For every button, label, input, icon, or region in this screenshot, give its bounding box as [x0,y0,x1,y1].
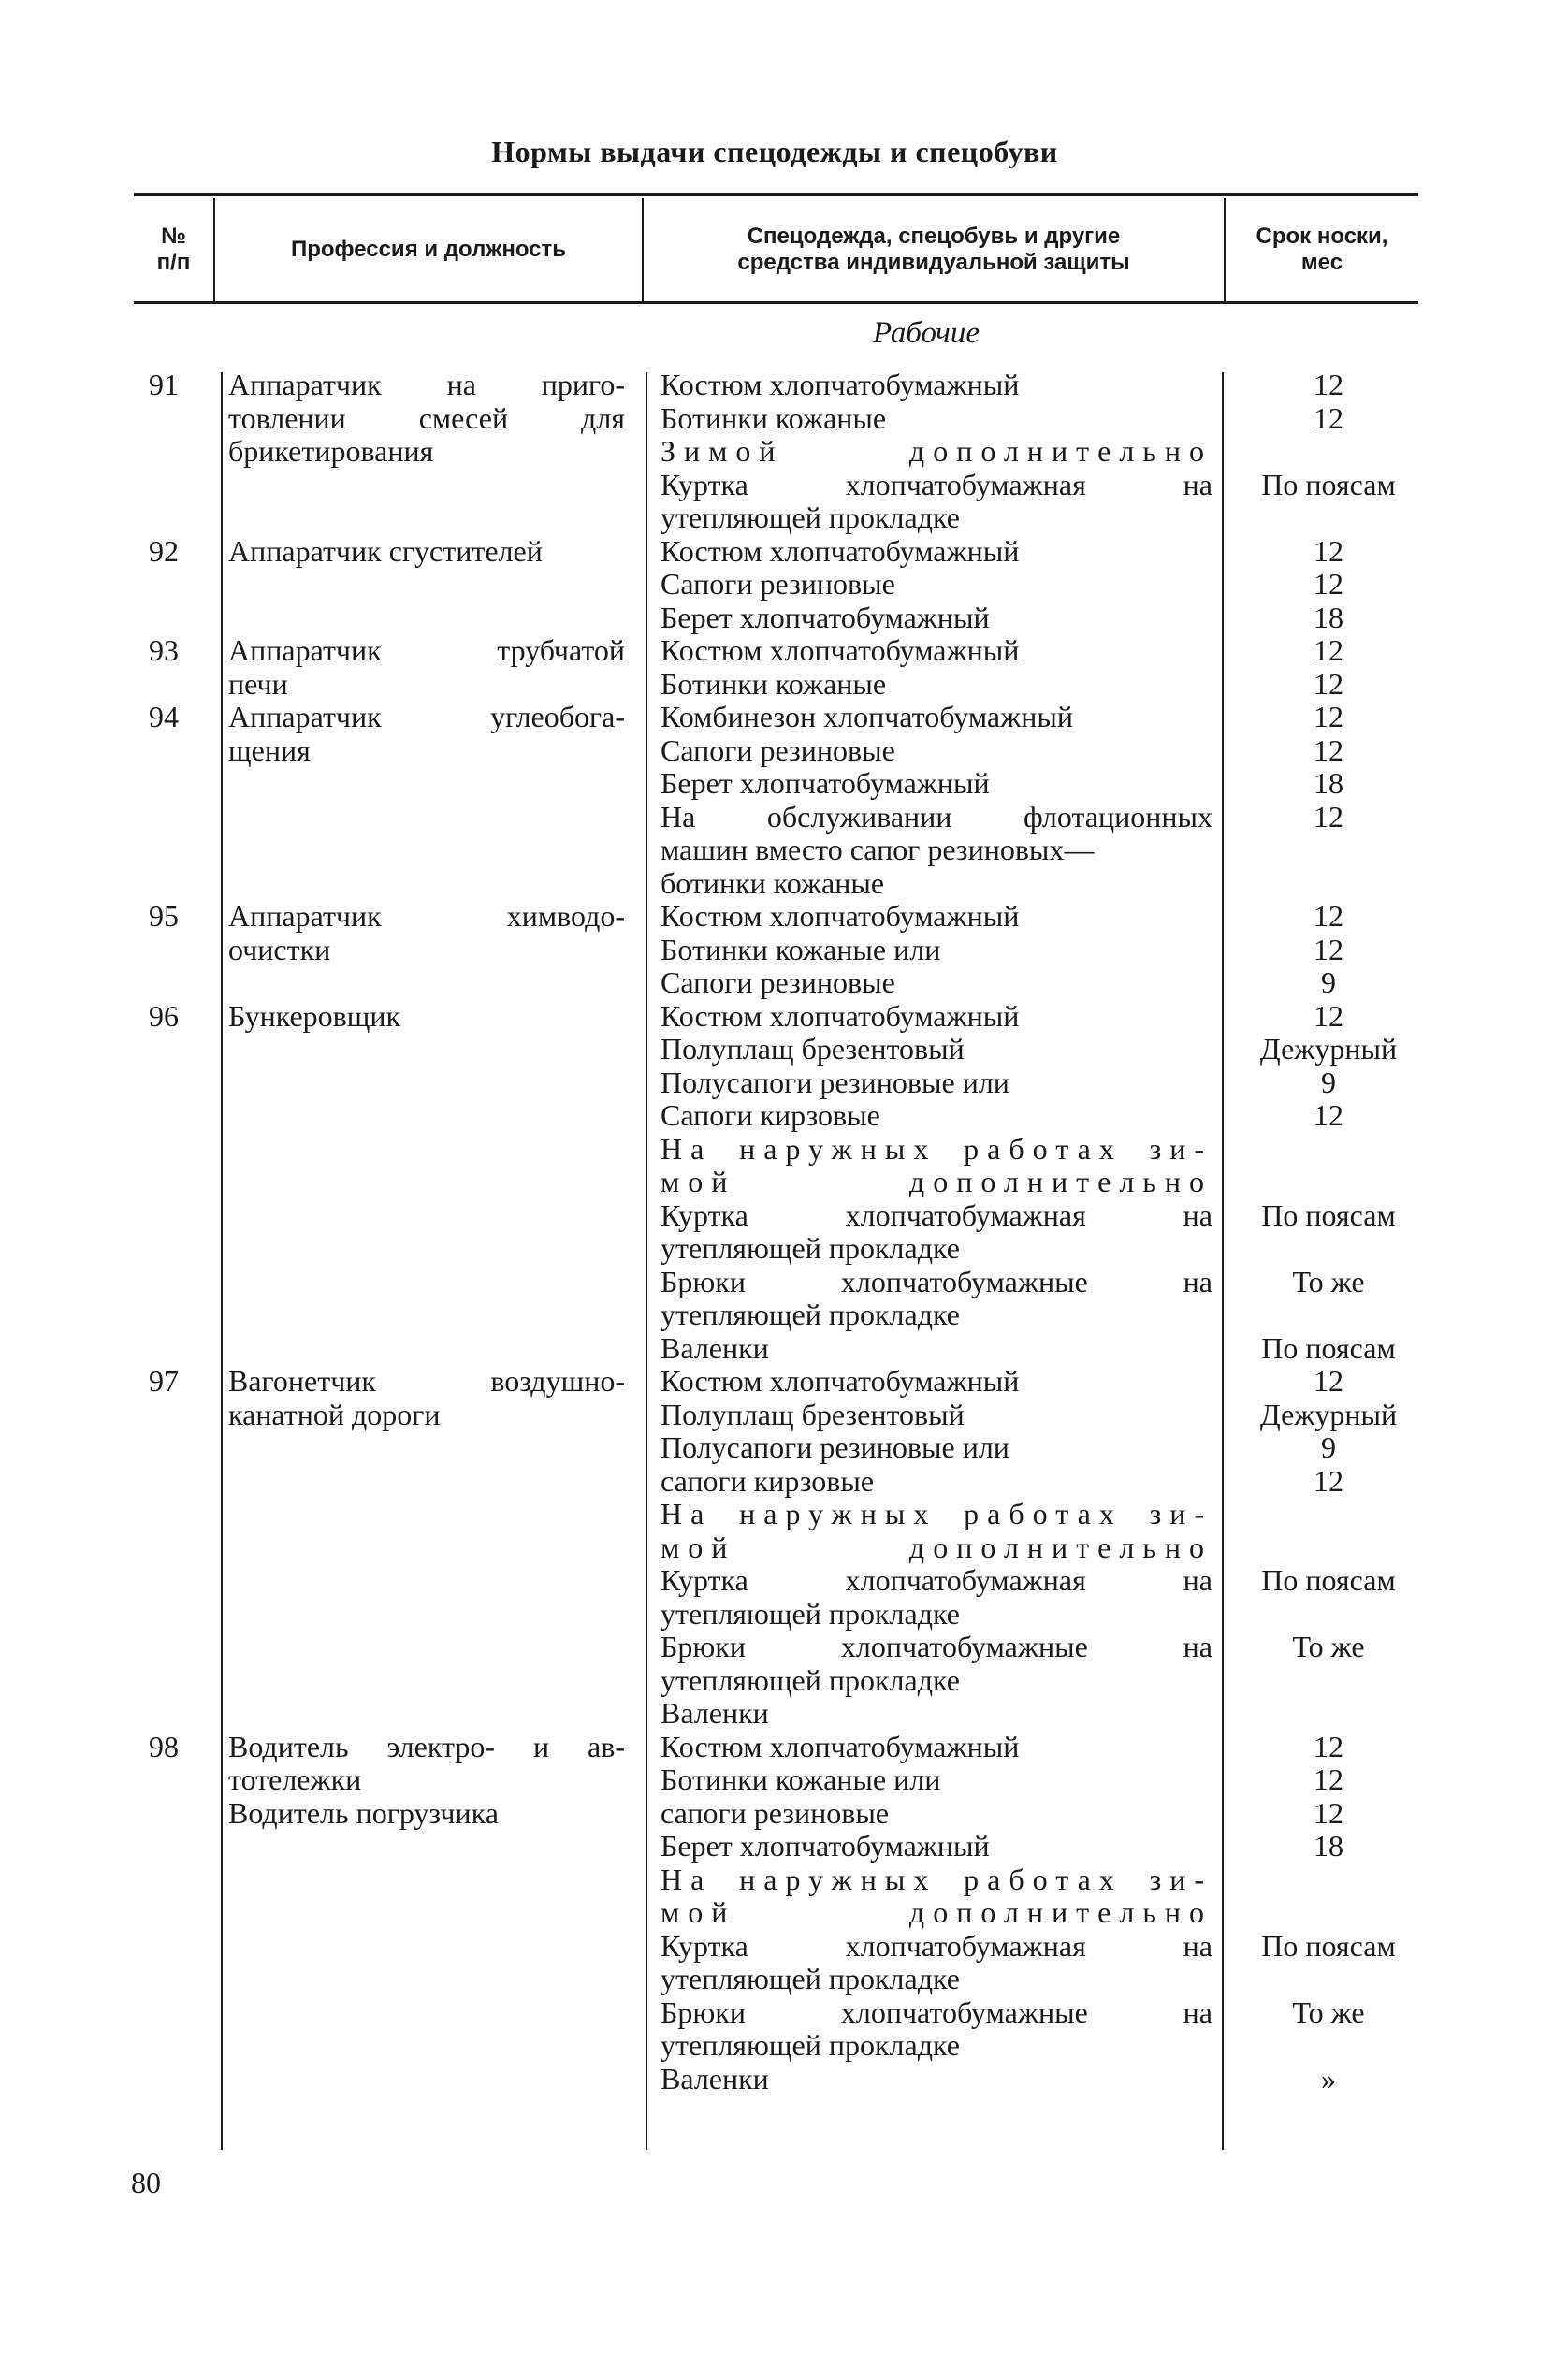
header-profession: Профессия и должность [290,237,567,262]
column-divider-3-body [1222,372,1224,2150]
row-number: 98 [149,1729,179,1763]
term-cell [1235,535,1422,635]
item-line: Полуплащ брезентовый [661,1032,965,1066]
item-line: Валенки [661,2061,769,2096]
term-value [1235,435,1422,469]
term-value: 12 [1314,799,1343,834]
term-value [1235,1498,1422,1531]
profession-line: Бункеровщик [228,998,401,1033]
profession-line: канатной дороги [228,1397,441,1431]
term-value: 12 [1314,567,1343,601]
item-line: Ботинки кожаные или [661,932,941,966]
term-value: Дежурный [1259,1397,1398,1431]
page-number: 80 [131,2166,161,2199]
item-line: утепляющей прокладке [661,1596,960,1631]
term-cell [1235,900,1422,1000]
section-heading: Рабочие [872,316,980,350]
item-line: На обслуживании флотационных [661,799,1212,834]
term-value [1235,1133,1422,1167]
term-value [1235,834,1422,867]
profession-cell [228,900,625,966]
header-term: Срок носки, мес [1256,224,1388,275]
term-value [1235,1232,1422,1266]
term-value [1235,1664,1422,1698]
term-value: То же [1292,1630,1365,1663]
profession-cell [228,1365,625,1431]
items-cell [661,701,1212,900]
profession-cell [228,369,625,469]
item-line: мой дополнительно [661,1895,1212,1929]
item-line: Брюки хлопчатобумажные на [661,1994,1212,2029]
item-line: Костюм хлопчатобумажный [661,899,1020,933]
item-line: Берет хлопчатобумажный [661,600,990,634]
item-line: Куртка хлопчатобумажная на [661,1928,1212,1963]
term-value: По поясам [1261,1563,1396,1597]
item-line: утепляющей прокладке [661,1662,960,1697]
item-line: Сапоги резиновые [661,965,895,999]
profession-cell [228,535,625,569]
term-value [1235,867,1422,901]
term-value: 18 [1314,1829,1343,1863]
profession-line: брикетирования [228,434,434,468]
term-value [1235,1298,1422,1332]
term-cell [1235,1731,1422,2096]
term-value: 9 [1321,1065,1336,1099]
item-line: Костюм хлопчатобумажный [661,998,1020,1033]
item-line: Костюм хлопчатобумажный [661,533,1020,568]
term-value [1235,1896,1422,1930]
profession-line: товлении смесей для [228,400,625,435]
profession-cell [228,1000,625,1034]
row-number: 91 [149,368,179,401]
term-value: 9 [1321,965,1336,999]
row-number: 96 [149,998,179,1033]
term-value: » [1321,2061,1336,2096]
profession-cell [228,1731,625,1831]
profession-line: Аппаратчик сгустителей [228,533,543,568]
term-value: По поясам [1261,467,1396,501]
item-line: Валенки [661,1330,769,1365]
item-line: Зимой дополнительно [661,434,1212,468]
items-cell [661,1731,1212,2096]
row-number: 93 [149,633,179,667]
term-value: 12 [1314,1729,1343,1763]
table-top-rule [134,193,1418,196]
term-value: 9 [1321,1430,1336,1464]
term-value: 12 [1314,732,1343,767]
profession-line: тотележки [228,1762,362,1796]
item-line: Костюм хлопчатобумажный [661,633,1020,667]
row-number: 95 [149,899,179,933]
term-value: 12 [1314,1098,1343,1132]
item-line: Костюм хлопчатобумажный [661,1729,1020,1763]
item-line: Сапоги резиновые [661,732,895,767]
item-line: Полусапоги резиновые или [661,1430,1009,1464]
term-value: По поясам [1261,1197,1396,1232]
term-value: По поясам [1261,1928,1396,1963]
item-line: Сапоги кирзовые [661,1098,880,1132]
profession-line: Вагонетчик воздушно- [228,1364,625,1398]
item-line: На наружных работах зи- [661,1131,1212,1166]
profession-line: Аппаратчик химводо- [228,899,625,933]
item-line: Куртка хлопчатобумажная на [661,467,1212,501]
term-cell [1235,701,1422,900]
items-cell [661,1365,1212,1731]
item-line: Куртка хлопчатобумажная на [661,1197,1212,1232]
term-value: 12 [1314,899,1343,933]
item-line: Валенки [661,1696,769,1730]
term-cell [1235,369,1422,535]
page-title: Нормы выдачи спецодежды и спецобуви [491,135,1058,168]
profession-line: Водитель погрузчика [228,1795,499,1830]
column-divider-2-body [646,372,647,2150]
profession-line: печи [228,666,288,701]
items-cell [661,1000,1212,1366]
item-line: Костюм хлопчатобумажный [661,368,1020,401]
table-header-rule [134,301,1418,304]
term-value: 12 [1314,1463,1343,1498]
term-value [1235,1864,1422,1897]
item-line: мой дополнительно [661,1165,1212,1198]
item-line: сапоги кирзовые [661,1463,875,1498]
profession-cell [228,634,625,701]
item-line: Берет хлопчатобумажный [661,766,990,800]
term-value [1235,501,1422,535]
profession-line: очистки [228,932,331,966]
term-value: По поясам [1261,1330,1396,1365]
header-items: Спецодежда, спецобувь и другие средства индивидуальной защиты [737,224,1130,275]
item-line: утепляющей прокладке [661,1231,960,1265]
item-line: Полусапоги резиновые или [661,1065,1009,1099]
term-cell [1235,1000,1422,1366]
term-value [1235,1598,1422,1632]
row-number: 94 [149,700,179,733]
term-cell [1235,1365,1422,1731]
item-line: На наружных работах зи- [661,1497,1212,1530]
item-line: На наружных работах зи- [661,1862,1212,1896]
item-line: Брюки хлопчатобумажные на [661,1264,1212,1298]
header-num: № п/п [156,224,191,275]
profession-line: щения [228,732,311,767]
item-line: машин вместо сапог резиновых— [661,833,1095,866]
item-line: утепляющей прокладке [661,500,960,534]
column-divider-1-body [221,372,223,2150]
term-value: То же [1292,1994,1365,2029]
item-line: Комбинезон хлопчатобумажный [661,700,1073,733]
item-line: Ботинки кожаные [661,666,887,701]
term-value: 12 [1314,666,1343,701]
term-value: 12 [1314,1795,1343,1830]
items-cell [661,634,1212,701]
item-line: Ботинки кожаные [661,400,887,435]
item-line: Полуплащ брезентовый [661,1397,965,1431]
term-value [1235,1697,1422,1731]
term-value: То же [1292,1264,1365,1298]
item-line: Костюм хлопчатобумажный [661,1364,1020,1398]
item-line: утепляющей прокладке [661,1962,960,1995]
profession-line: Аппаратчик на приго- [228,368,625,401]
item-line: Берет хлопчатобумажный [661,1829,990,1863]
item-line: Куртка хлопчатобумажная на [661,1563,1212,1597]
items-cell [661,535,1212,635]
term-value: 12 [1314,633,1343,667]
term-value: Дежурный [1259,1032,1398,1066]
item-line: Ботинки кожаные или [661,1762,941,1796]
items-cell [661,900,1212,1000]
profession-line: Водитель электро- и ав- [228,1729,625,1763]
term-value: 12 [1314,932,1343,966]
item-line: ботинки кожаные [661,865,885,900]
term-value: 12 [1314,998,1343,1033]
term-value: 12 [1314,400,1343,435]
item-line: сапоги резиновые [661,1795,890,1830]
profession-cell [228,701,625,767]
items-cell [661,369,1212,535]
term-value [1235,2029,1422,2063]
item-line: утепляющей прокладке [661,1298,960,1331]
row-number: 97 [149,1364,179,1398]
term-value [1235,1166,1422,1199]
item-line: Сапоги резиновые [661,567,895,601]
item-line: мой дополнительно [661,1530,1212,1564]
row-number: 92 [149,533,179,568]
term-value: 18 [1314,600,1343,634]
term-value: 12 [1314,533,1343,568]
profession-line: Аппаратчик трубчатой [228,633,625,667]
item-line: Брюки хлопчатобумажные на [661,1630,1212,1663]
term-value: 12 [1314,1762,1343,1796]
term-value [1235,1963,1422,1996]
item-line: утепляющей прокладке [661,2028,960,2062]
term-value: 12 [1314,700,1343,733]
term-cell [1235,634,1422,701]
term-value: 18 [1314,766,1343,800]
term-value [1235,1531,1422,1565]
term-value: 12 [1314,368,1343,401]
profession-line: Аппаратчик углеобога- [228,700,625,733]
term-value: 12 [1314,1364,1343,1398]
